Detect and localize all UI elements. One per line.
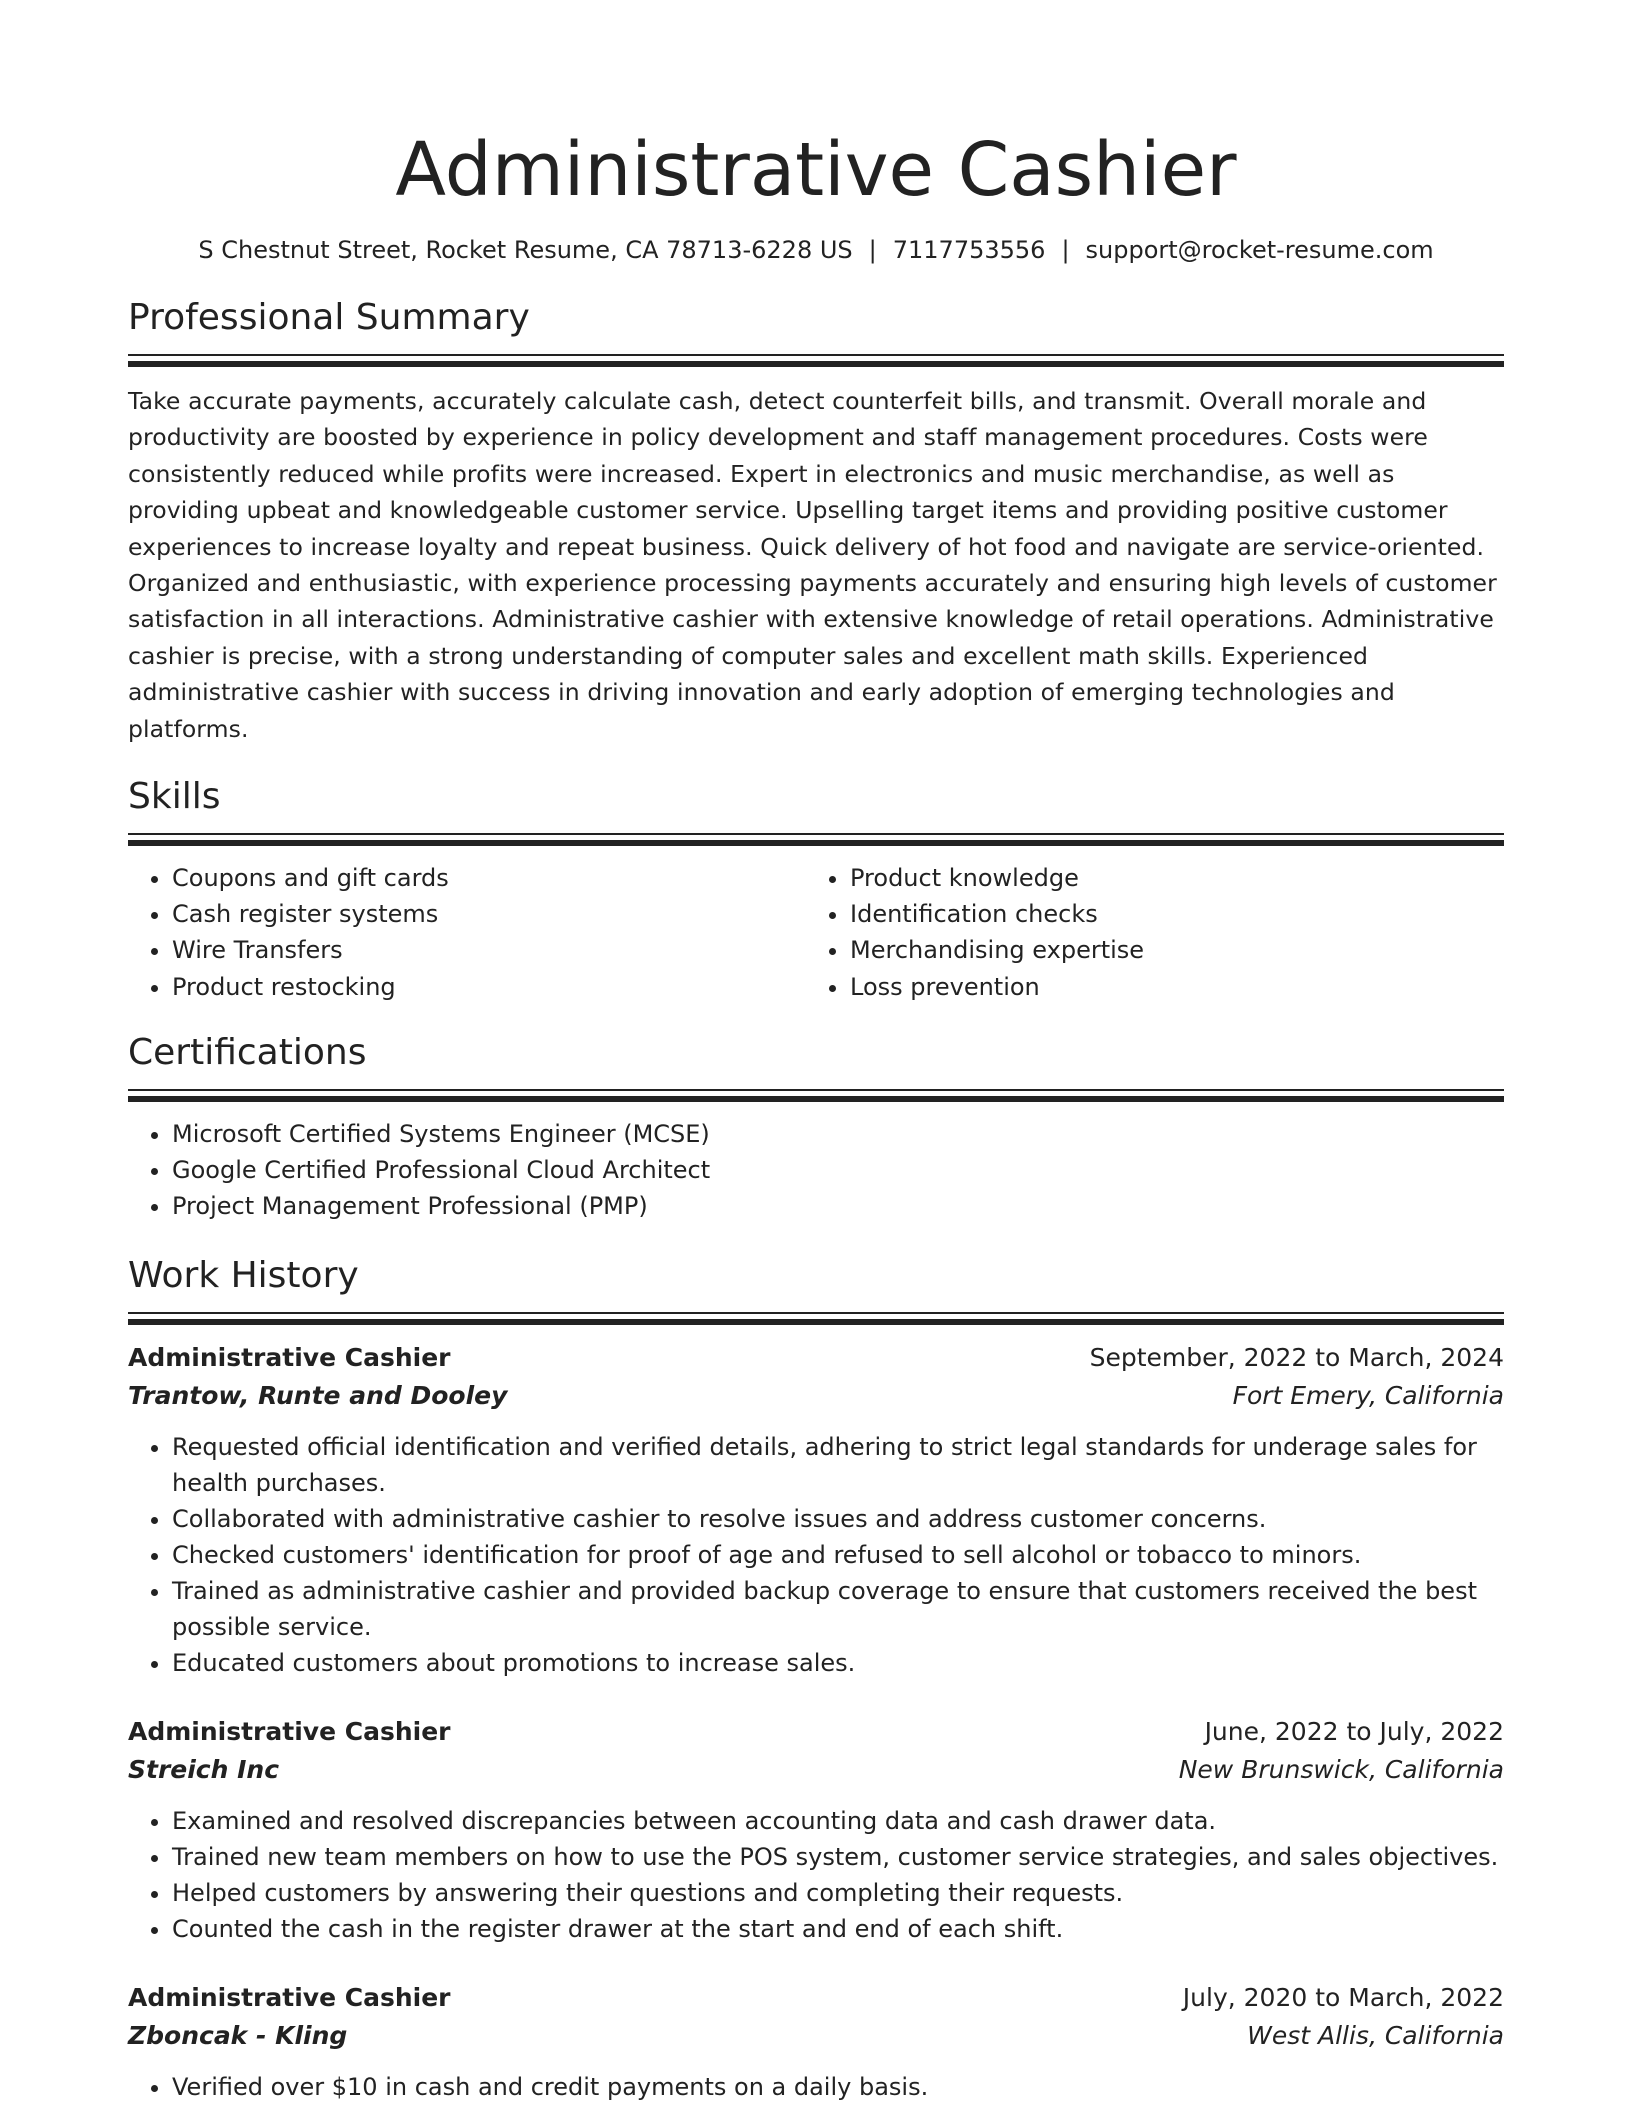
job-bullets: [128, 2069, 1504, 2105]
job-entry: [128, 1339, 1504, 1681]
list-item: • Identification checks: [850, 896, 1484, 932]
phone: 7117753556: [892, 236, 1046, 264]
divider: [128, 1319, 1504, 1325]
list-item: • Examined and resolved discrepancies between accounting data and cash drawer data.: [172, 1803, 1504, 1839]
job-subheader: [128, 1751, 1504, 1789]
section-title-summary: Professional Summary: [128, 297, 530, 338]
skills-list-left: [128, 860, 806, 1005]
job-dates: June, 2022 to July, 2022: [1204, 1717, 1504, 1747]
job-location: Fort Emery, California: [1232, 1381, 1504, 1411]
list-item: • Project Management Professional (PMP): [172, 1188, 1504, 1224]
list-item: • Counted the cash in the register drawer at the start and end of each shift.: [172, 1911, 1504, 1947]
job-location: New Brunswick, California: [1178, 1755, 1504, 1785]
section-title-certifications: Certifications: [128, 1031, 367, 1073]
list-item: • Google Certified Professional Cloud Architect: [172, 1152, 1504, 1188]
section-title-work-history: Work History: [128, 1255, 359, 1297]
list-item: • Checked customers' identification for proof of age and refused to sell alcohol or tobacco to minors.: [172, 1537, 1504, 1573]
job-header: [128, 1713, 1504, 1751]
job-location: West Allis, California: [1247, 2021, 1504, 2051]
job-subheader: [128, 2017, 1504, 2055]
job-dates: September, 2022 to March, 2024: [1089, 1343, 1504, 1373]
job-company: Streich Inc: [128, 1755, 280, 1785]
work-history-section: [128, 1254, 1504, 2105]
skills-list-right: [806, 860, 1484, 1005]
candidate-name: Administrative Cashier: [395, 127, 1237, 213]
job-bullets: [128, 1429, 1504, 1681]
job-title: Administrative Cashier: [128, 1983, 451, 2013]
skills-grid: [128, 860, 1504, 1005]
divider: [128, 833, 1504, 835]
list-item: • Product restocking: [172, 969, 806, 1005]
job-entry: [128, 1979, 1504, 2105]
divider: [128, 1312, 1504, 1314]
separator: |: [1061, 236, 1070, 264]
job-title: Administrative Cashier: [128, 1343, 451, 1373]
job-title: Administrative Cashier: [128, 1717, 451, 1747]
list-item: • Coupons and gift cards: [172, 860, 806, 896]
list-item: • Wire Transfers: [172, 932, 806, 968]
job-dates: July, 2020 to March, 2022: [1182, 1983, 1504, 2013]
certifications-list: [128, 1116, 1504, 1225]
list-item: • Microsoft Certified Systems Engineer (MCSE): [172, 1116, 1504, 1152]
divider: [128, 1096, 1504, 1102]
job-company: Trantow, Runte and Dooley: [128, 1381, 508, 1411]
list-item: • Trained new team members on how to use the POS system, customer service strategies, and sales objectives.: [172, 1839, 1504, 1875]
list-item: • Trained as administrative cashier and provided backup coverage to ensure that customers received the best possible service.: [172, 1573, 1504, 1645]
divider: [128, 361, 1504, 367]
section-title-skills: Skills: [128, 776, 221, 818]
address: S Chestnut Street, Rocket Resume, CA 78713-6228 US: [198, 236, 853, 264]
separator: |: [868, 236, 877, 264]
summary-section: [128, 296, 1504, 747]
job-company: Zboncak - Kling: [128, 2021, 348, 2051]
list-item: • Collaborated with administrative cashier to resolve issues and address customer concerns.: [172, 1501, 1504, 1537]
list-item: • Helped customers by answering their questions and completing their requests.: [172, 1875, 1504, 1911]
job-subheader: [128, 1377, 1504, 1415]
divider: [128, 354, 1504, 356]
list-item: • Educated customers about promotions to increase sales.: [172, 1645, 1504, 1681]
list-item: • Product knowledge: [850, 860, 1484, 896]
job-bullets: [128, 1803, 1504, 1947]
divider: [128, 1089, 1504, 1091]
list-item: • Loss prevention: [850, 969, 1484, 1005]
summary-text: Take accurate payments, accurately calculate cash, detect counterfeit bills, and transmit. Overall morale and productivity are boosted by experience in policy development and staff management procedures. Costs were consistently reduced while profits were increased. Expert in electronics and music merchandise, as well as providing upbeat and knowledgeable customer service. Upselling target items and providing positive customer experiences to increase loyalty and repeat business. Quick delivery of hot food and navigate are service-oriented. Organized and enthusiastic, with experience processing payments accurately and ensuring high levels of customer satisfaction in all interactions. Administrative cashier with extensive knowledge of retail operations. Administrative cashier is precise, with a strong understanding of computer sales and excellent math skills. Experienced administrative cashier with success in driving innovation and early adoption of emerging technologies and platforms.: [128, 387, 1497, 743]
skills-section: [128, 775, 1504, 1005]
certifications-section: [128, 1031, 1504, 1225]
email: support@rocket-resume.com: [1085, 236, 1434, 264]
job-header: [128, 1339, 1504, 1377]
divider: [128, 840, 1504, 846]
job-entry: [128, 1713, 1504, 1947]
list-item: • Cash register systems: [172, 896, 806, 932]
contact-line: [128, 234, 1504, 266]
job-header: [128, 1979, 1504, 2017]
list-item: • Merchandising expertise: [850, 932, 1484, 968]
list-item: • Requested official identification and verified details, adhering to strict legal standards for underage sales for health purchases.: [172, 1429, 1504, 1501]
list-item: • Verified over $10 in cash and credit payments on a daily basis.: [172, 2069, 1504, 2105]
